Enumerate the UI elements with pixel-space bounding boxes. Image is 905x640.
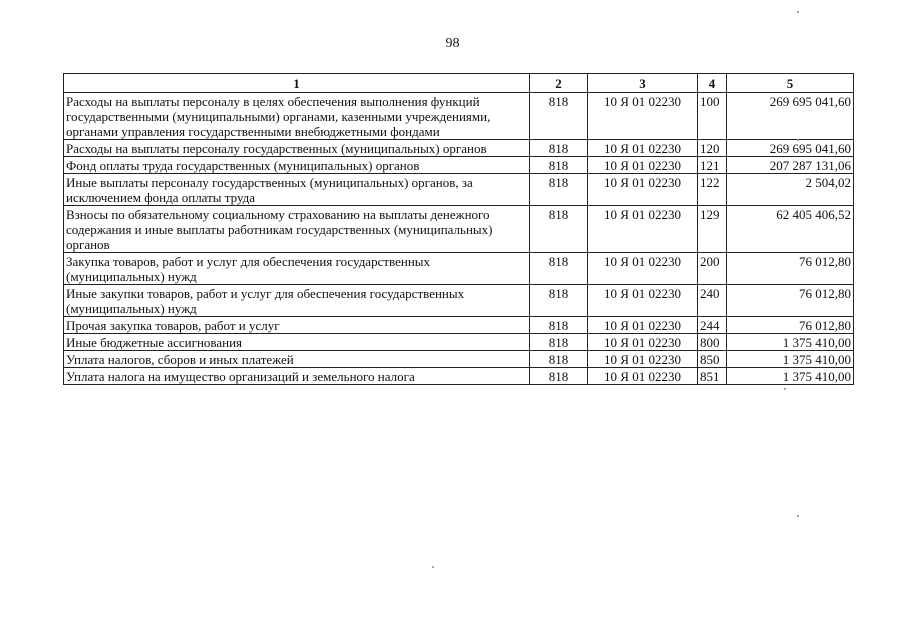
cell-gr: 818 (530, 157, 588, 174)
header-col-2: 2 (530, 74, 588, 93)
cell-cs: 10 Я 01 02230 (588, 351, 698, 368)
cell-amount: 2 504,02 (727, 174, 854, 206)
cell-name: Иные выплаты персоналу государственных (муниципальных) органов, за исключением фонда оплаты труда (64, 174, 530, 206)
cell-name: Уплата налога на имущество организаций и земельного налога (64, 368, 530, 385)
cell-vr: 122 (698, 174, 727, 206)
cell-vr: 244 (698, 317, 727, 334)
cell-amount: 76 012,80 (727, 317, 854, 334)
cell-cs: 10 Я 01 02230 (588, 368, 698, 385)
cell-name: Расходы на выплаты персоналу в целях обеспечения выполнения функций государственными (муниципальными) органами, казенными учреждениями, органами управления государственными внебюджетными фондами (64, 93, 530, 140)
cell-amount: 269 695 041,60 (727, 93, 854, 140)
cell-gr: 818 (530, 285, 588, 317)
cell-cs: 10 Я 01 02230 (588, 93, 698, 140)
scan-speck (797, 11, 799, 13)
cell-cs: 10 Я 01 02230 (588, 206, 698, 253)
table-header-row (64, 74, 854, 93)
cell-cs: 10 Я 01 02230 (588, 253, 698, 285)
cell-vr: 851 (698, 368, 727, 385)
scan-speck (797, 139, 799, 141)
cell-amount: 269 695 041,60 (727, 140, 854, 157)
cell-vr: 121 (698, 157, 727, 174)
table-row (64, 206, 854, 253)
cell-vr: 200 (698, 253, 727, 285)
cell-amount: 1 375 410,00 (727, 368, 854, 385)
cell-vr: 120 (698, 140, 727, 157)
header-col-4: 4 (698, 74, 727, 93)
table-row (64, 351, 854, 368)
cell-cs: 10 Я 01 02230 (588, 157, 698, 174)
cell-vr: 129 (698, 206, 727, 253)
cell-name: Прочая закупка товаров, работ и услуг (64, 317, 530, 334)
table-row (64, 140, 854, 157)
cell-cs: 10 Я 01 02230 (588, 174, 698, 206)
cell-name: Иные закупки товаров, работ и услуг для обеспечения государственных (муниципальных) нужд (64, 285, 530, 317)
header-col-3: 3 (588, 74, 698, 93)
cell-gr: 818 (530, 351, 588, 368)
cell-gr: 818 (530, 140, 588, 157)
cell-amount: 1 375 410,00 (727, 351, 854, 368)
cell-amount: 76 012,80 (727, 285, 854, 317)
cell-gr: 818 (530, 206, 588, 253)
cell-amount: 1 375 410,00 (727, 334, 854, 351)
cell-name: Закупка товаров, работ и услуг для обеспечения государственных (муниципальных) нужд (64, 253, 530, 285)
cell-name: Иные бюджетные ассигнования (64, 334, 530, 351)
cell-amount: 207 287 131,06 (727, 157, 854, 174)
table-row (64, 93, 854, 140)
cell-gr: 818 (530, 317, 588, 334)
table-row (64, 368, 854, 385)
header-col-5: 5 (727, 74, 854, 93)
cell-vr: 100 (698, 93, 727, 140)
table-row (64, 334, 854, 351)
table-row (64, 174, 854, 206)
cell-vr: 800 (698, 334, 727, 351)
cell-vr: 240 (698, 285, 727, 317)
table-row (64, 253, 854, 285)
cell-name: Расходы на выплаты персоналу государственных (муниципальных) органов (64, 140, 530, 157)
cell-vr: 850 (698, 351, 727, 368)
cell-amount: 62 405 406,52 (727, 206, 854, 253)
table-row (64, 157, 854, 174)
scan-speck (784, 388, 786, 390)
cell-name: Фонд оплаты труда государственных (муниципальных) органов (64, 157, 530, 174)
cell-name: Взносы по обязательному социальному страхованию на выплаты денежного содержания и иные выплаты работникам государственных (муниципальных) органов (64, 206, 530, 253)
cell-gr: 818 (530, 253, 588, 285)
cell-cs: 10 Я 01 02230 (588, 334, 698, 351)
cell-gr: 818 (530, 174, 588, 206)
cell-gr: 818 (530, 93, 588, 140)
cell-cs: 10 Я 01 02230 (588, 285, 698, 317)
table-row (64, 285, 854, 317)
cell-cs: 10 Я 01 02230 (588, 317, 698, 334)
table-row (64, 317, 854, 334)
budget-table (63, 73, 854, 385)
header-col-1: 1 (64, 74, 530, 93)
page-number: 98 (445, 36, 460, 51)
cell-cs: 10 Я 01 02230 (588, 140, 698, 157)
cell-amount: 76 012,80 (727, 253, 854, 285)
cell-gr: 818 (530, 334, 588, 351)
scan-speck (432, 566, 434, 568)
cell-name: Уплата налогов, сборов и иных платежей (64, 351, 530, 368)
scan-speck (797, 515, 799, 517)
cell-gr: 818 (530, 368, 588, 385)
